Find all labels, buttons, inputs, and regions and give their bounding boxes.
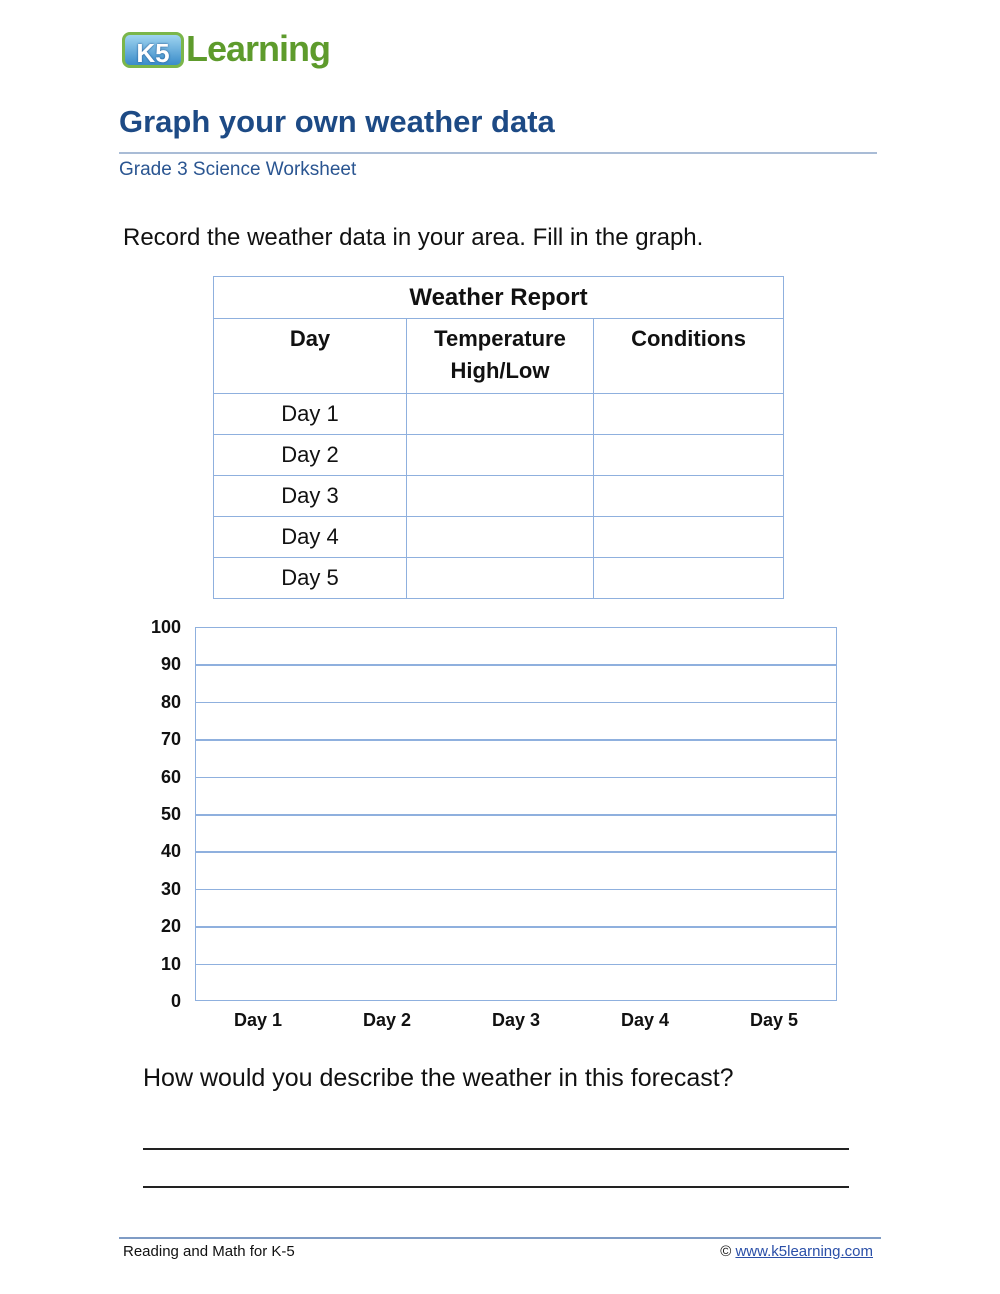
y-tick-label: 0 <box>170 991 181 1011</box>
table-row <box>214 476 784 517</box>
y-tick-label: 30 <box>160 878 181 899</box>
temp-line2: High/Low <box>450 358 550 383</box>
conditions-cell[interactable] <box>594 517 784 558</box>
page-subtitle: Grade 3 Science Worksheet <box>119 159 357 180</box>
conditions-cell[interactable] <box>594 394 784 435</box>
copyright-symbol: © <box>720 1243 732 1260</box>
weather-report-table <box>213 276 784 599</box>
temp-line1: Temperature <box>434 326 566 351</box>
y-tick-label: 100 <box>150 617 181 637</box>
column-header-day: Day <box>214 319 407 394</box>
question-text: How would you describe the weather in this forecast? <box>143 1064 734 1092</box>
day-cell: Day 5 <box>214 558 407 599</box>
temperature-cell[interactable] <box>407 476 594 517</box>
page-title: Graph your own weather data <box>119 104 555 139</box>
y-tick-label: 40 <box>160 841 181 862</box>
footer-divider <box>119 1237 881 1239</box>
grid-line <box>196 777 836 779</box>
day-cell: Day 2 <box>214 435 407 476</box>
day-cell: Day 4 <box>214 517 407 558</box>
table-row <box>214 435 784 476</box>
grid-line <box>196 664 836 666</box>
footer-tagline: Reading and Math for K-5 <box>123 1243 295 1260</box>
y-tick-label: 50 <box>160 804 181 824</box>
instructions: Record the weather data in your area. Fill in the graph. <box>123 224 704 251</box>
y-tick-label: 20 <box>160 916 181 937</box>
day-cell: Day 1 <box>214 394 407 435</box>
day-cell: Day 3 <box>214 476 407 517</box>
grid-line <box>196 964 836 966</box>
y-tick-label: 60 <box>160 766 181 787</box>
answer-line[interactable] <box>143 1148 849 1150</box>
x-axis-label: Day 4 <box>620 1010 670 1030</box>
grid-line <box>196 851 836 853</box>
title-divider <box>119 152 877 154</box>
conditions-cell[interactable] <box>594 435 784 476</box>
k5-learning-logo <box>122 22 332 74</box>
grid-line <box>196 814 836 816</box>
column-header-conditions: Conditions <box>594 319 784 394</box>
conditions-cell[interactable] <box>594 558 784 599</box>
grid-line <box>196 926 836 928</box>
temperature-cell[interactable] <box>407 394 594 435</box>
temperature-cell[interactable] <box>407 435 594 476</box>
column-header-temperature <box>407 319 594 394</box>
answer-line[interactable] <box>143 1186 849 1188</box>
table-row <box>214 558 784 599</box>
grid-line <box>196 889 836 891</box>
grid-line <box>196 739 836 741</box>
table-row <box>214 394 784 435</box>
footer-link[interactable]: www.k5learning.com <box>735 1243 873 1260</box>
logo-badge: K5 <box>122 32 184 68</box>
temperature-cell[interactable] <box>407 558 594 599</box>
x-axis-label: Day 1 <box>233 1010 283 1030</box>
x-axis-label: Day 3 <box>491 1010 541 1030</box>
footer-copyright <box>720 1243 873 1260</box>
y-tick-label: 10 <box>160 953 181 974</box>
x-axis-label: Day 5 <box>749 1010 799 1030</box>
blank-graph-grid[interactable] <box>195 627 837 1001</box>
logo-text: Learning <box>186 28 331 69</box>
temperature-cell[interactable] <box>407 517 594 558</box>
conditions-cell[interactable] <box>594 476 784 517</box>
table-caption: Weather Report <box>214 277 784 319</box>
grid-line <box>196 702 836 704</box>
table-row <box>214 517 784 558</box>
y-tick-label: 70 <box>160 729 181 750</box>
y-tick-label: 80 <box>160 691 181 712</box>
x-axis-label: Day 2 <box>362 1010 412 1030</box>
y-tick-label: 90 <box>160 654 181 675</box>
